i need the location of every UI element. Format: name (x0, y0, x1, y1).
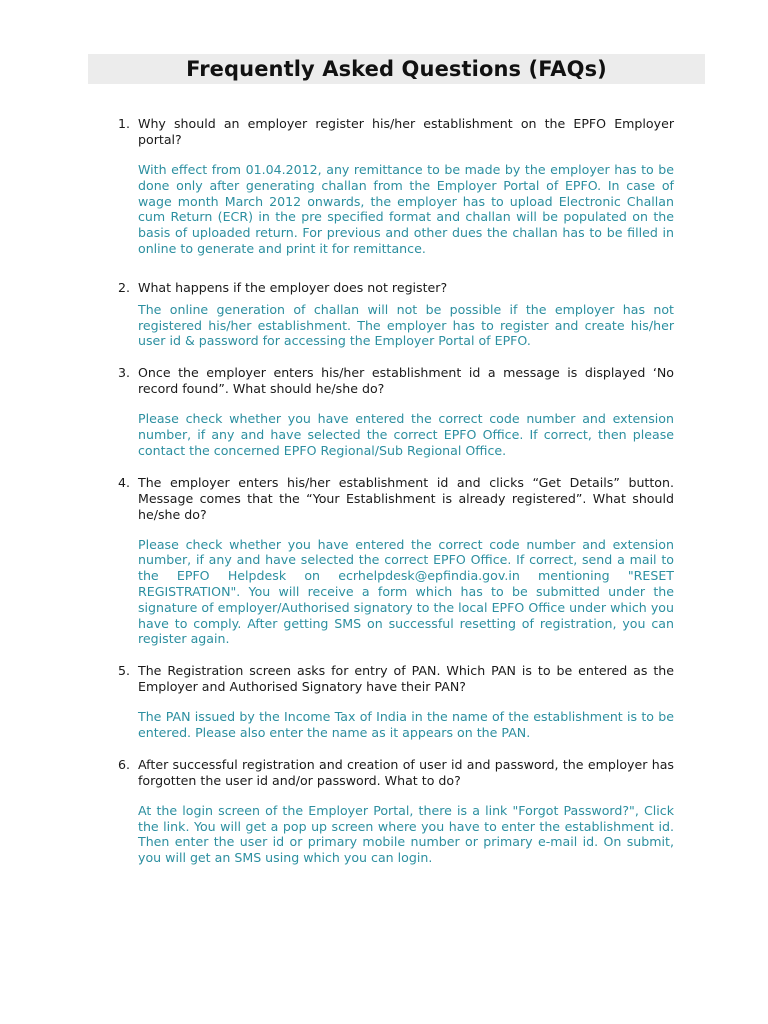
faq-answer: At the login screen of the Employer Portal, there is a link "Forgot Password?", Click the link. You will get a pop up screen where you have to enter the establishment id. Then enter the user id or primary mobile number or primary e-mail id. On submit, you will get an SMS using which you can login. (138, 802, 674, 866)
page-title: Frequently Asked Questions (FAQs) (186, 57, 607, 81)
question-text: After successful registration and creation of user id and password, the employer has forgotten the user id and/or password. What to do? (138, 756, 674, 788)
question-number: 2. (118, 279, 131, 295)
question-text: The Registration screen asks for entry of PAN. Which PAN is to be entered as the Employer and Authorised Signatory have their PAN? (138, 663, 674, 695)
question-text: What happens if the employer does not register? (138, 279, 448, 295)
question-number: 1. (118, 116, 131, 131)
faq-item-3 (118, 365, 674, 458)
faq-question (118, 116, 674, 148)
faq-question (118, 280, 674, 296)
faq-answer: The online generation of challan will not be possible if the employer has not registered his/her establishment. The employer has to register and create his/her user id & password for accessing the Employer Portal of EPFO. (138, 301, 674, 349)
question-number: 4. (118, 474, 131, 490)
faq-question (118, 663, 674, 695)
faq-question (118, 757, 674, 789)
faq-list (118, 116, 674, 866)
faq-item-1 (118, 116, 674, 257)
faq-question (118, 365, 674, 397)
question-number: 6. (118, 756, 131, 772)
question-text: Once the employer enters his/her establishment id a message is displayed ‘No record found”. What should he/she do? (138, 365, 674, 397)
faq-answer: Please check whether you have entered the correct code number and extension number, if any and have selected the correct EPFO Office. If correct, then please contact the concerned EPFO Regional/Sub Regional Office. (138, 411, 674, 458)
faq-item-4 (118, 475, 674, 648)
faq-answer: Please check whether you have entered the correct code number and extension number, if any and have selected the correct EPFO Office. If correct, send a mail to the EPFO Helpdesk on ecrhelpdesk@epfindia.gov.in mentioning "RESET REGISTRATION". You will receive a form which has to be submitted under the signature of employer/Authorised signatory to the local EPFO Office under which you have to comply. After getting SMS on successful resetting of registration, you can register again. (138, 536, 674, 647)
question-number: 5. (118, 663, 131, 679)
title-bar (88, 54, 705, 84)
faq-answer: With effect from 01.04.2012, any remittance to be made by the employer has to be done only after generating challan from the Employer Portal of EPFO. In case of wage month March 2012 onwards, the employer has to upload Electronic Challan cum Return (ECR) in the pre specified format and challan will be populated on the basis of uploaded return. For previous and other dues the challan has to be filled in online to generate and print it for remittance. (138, 162, 674, 256)
faq-answer: The PAN issued by the Income Tax of India in the name of the establishment is to be entered. Please also enter the name as it appears on the PAN. (138, 709, 674, 740)
question-number: 3. (118, 365, 131, 381)
question-text: The employer enters his/her establishment id and clicks “Get Details” button. Message comes that the “Your Establishment is already registered”. What should he/she do? (138, 474, 674, 522)
faq-item-2 (118, 280, 674, 349)
faq-item-5 (118, 663, 674, 741)
faq-item-6 (118, 757, 674, 866)
faq-question (118, 475, 674, 523)
question-text: Why should an employer register his/her establishment on the EPFO Employer portal? (138, 116, 674, 147)
